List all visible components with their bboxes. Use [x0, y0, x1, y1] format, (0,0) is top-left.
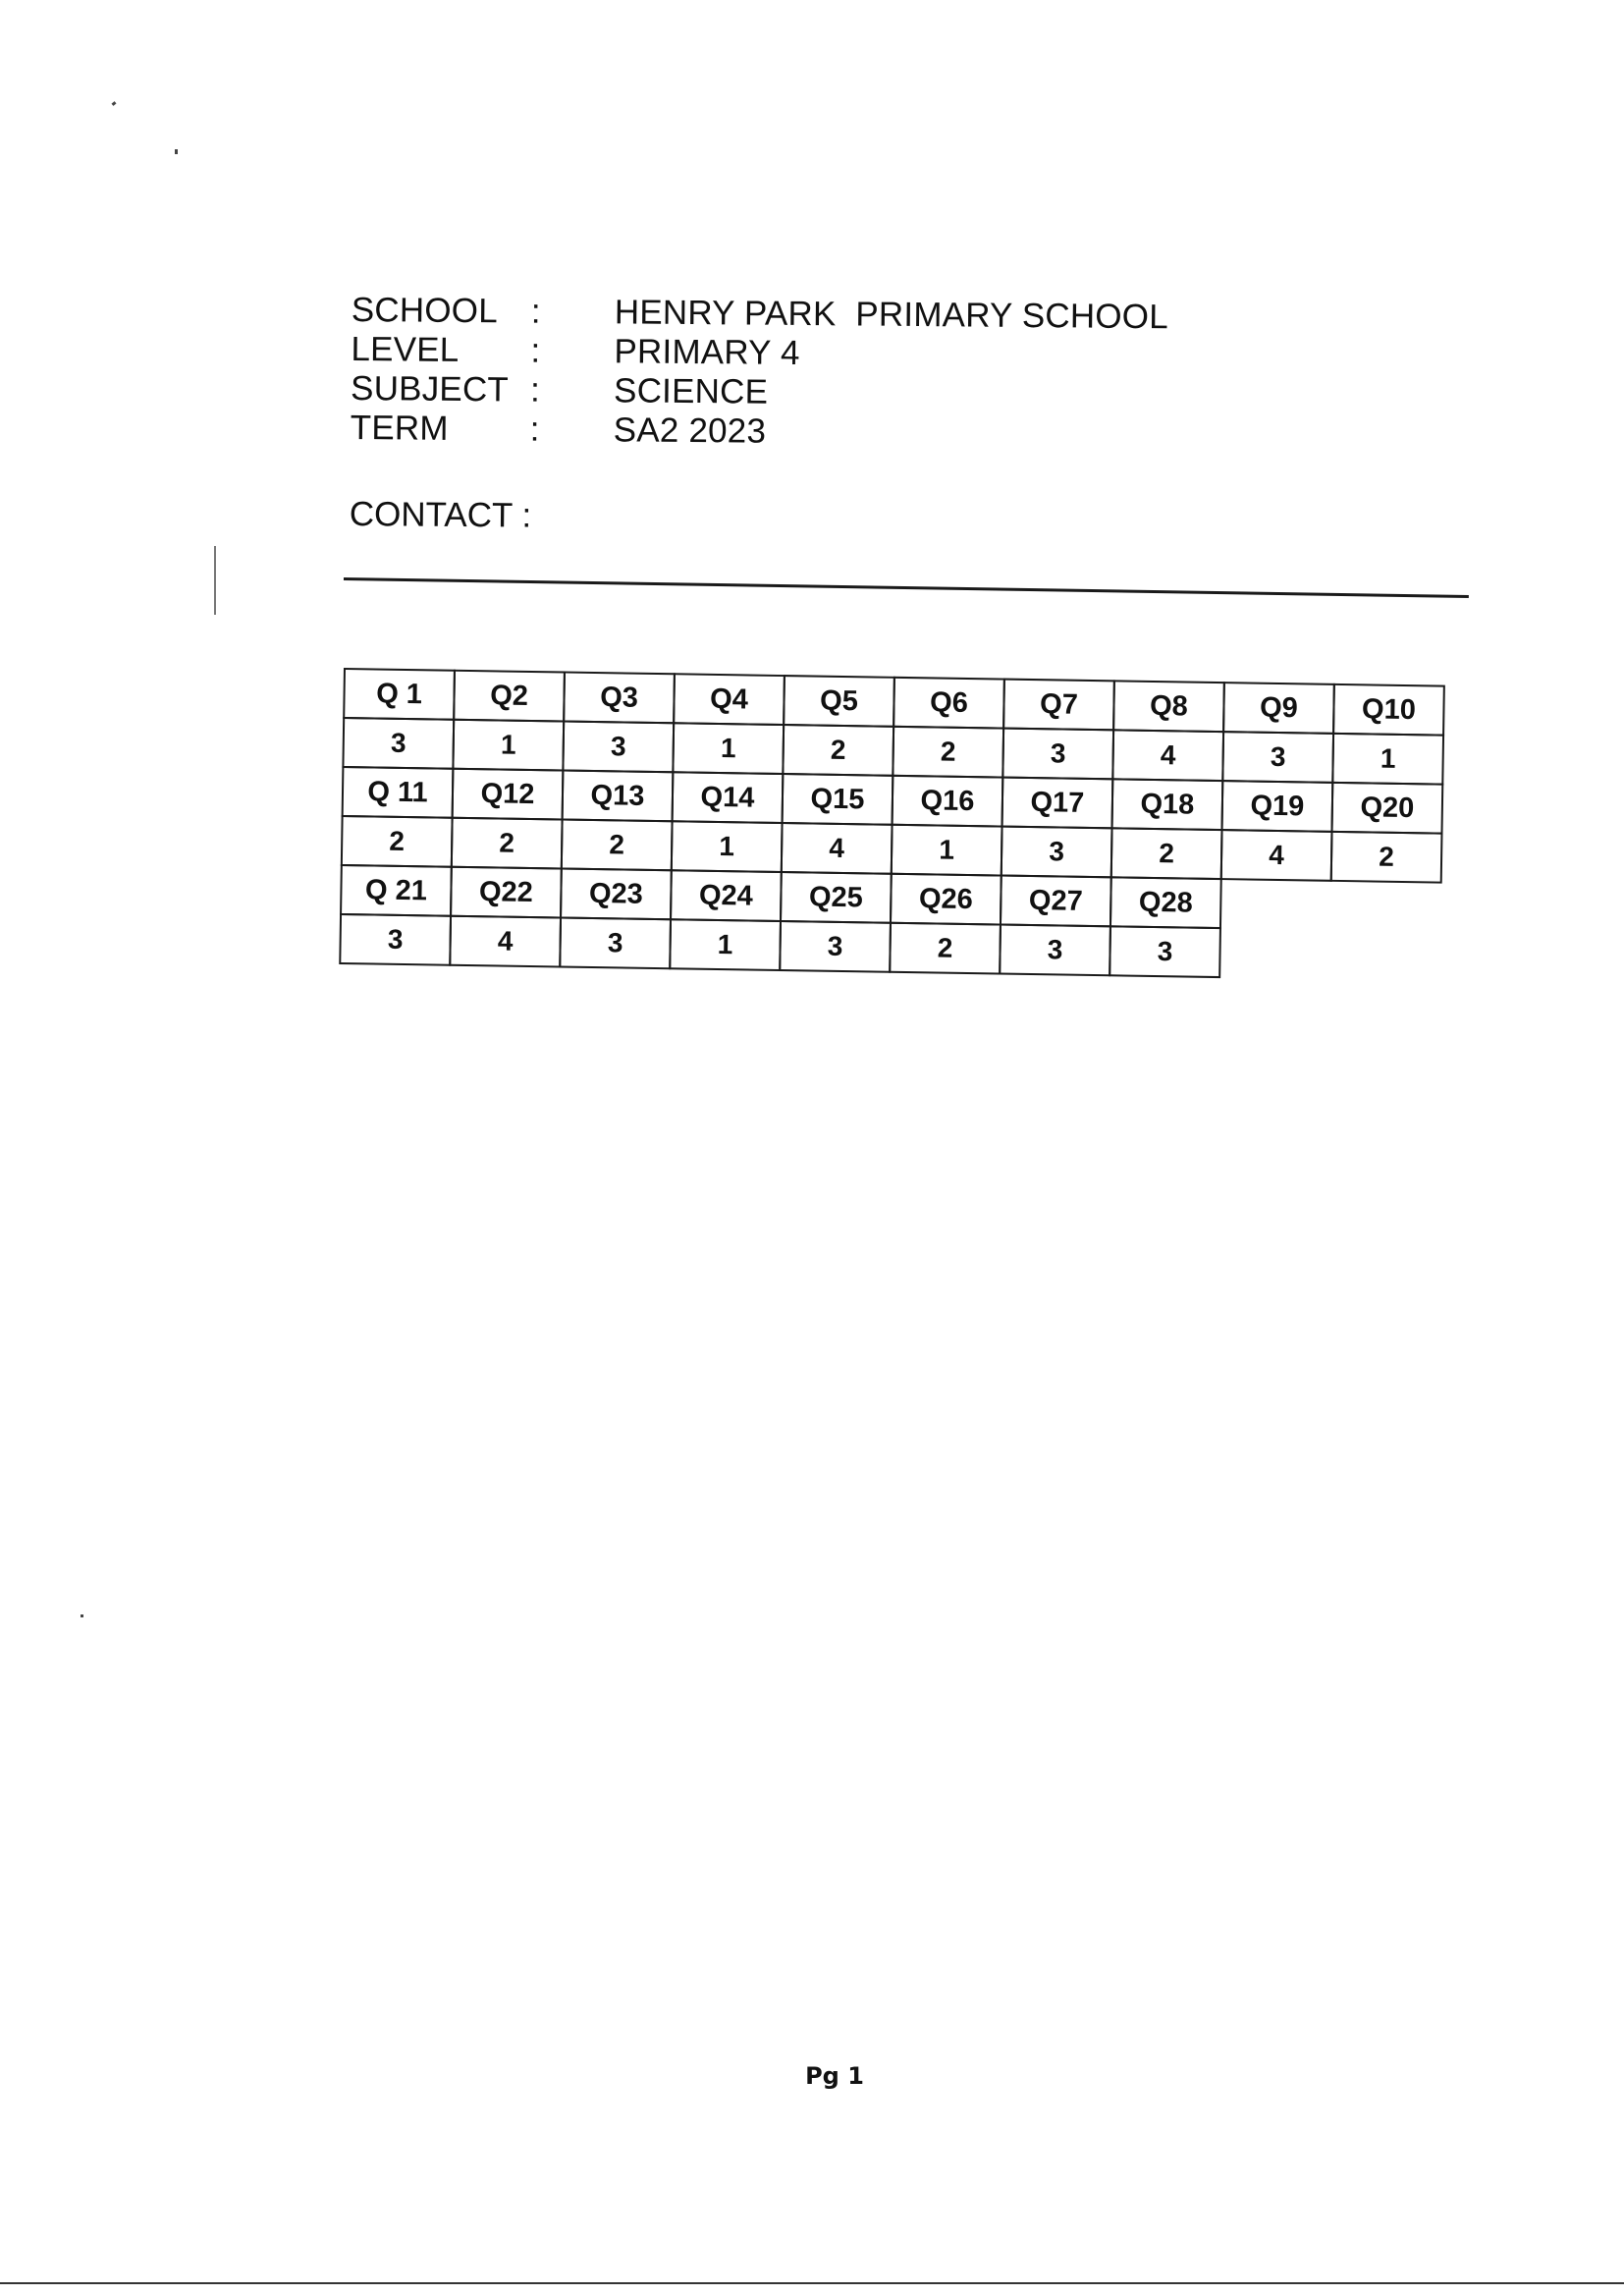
answer-cell: 3 [339, 913, 452, 966]
answer-cell: 1 [671, 820, 784, 873]
answer-cell: 4 [781, 822, 893, 875]
question-cell: Q9 [1222, 682, 1335, 735]
question-cell: Q7 [1002, 679, 1115, 732]
subject-colon: : [529, 370, 541, 410]
subject-value: : SCIENCE [529, 370, 769, 411]
answer-cell: 4 [1111, 729, 1224, 782]
term-label: TERM [350, 408, 449, 448]
question-cell: Q20 [1330, 782, 1443, 835]
answer-cell: 3 [1221, 731, 1334, 784]
school-colon: : [530, 292, 541, 331]
answer-cell: 1 [452, 719, 565, 772]
question-cell: Q16 [892, 775, 1004, 828]
answer-cell: 3 [1001, 728, 1114, 781]
answer-cell: 1 [672, 722, 785, 775]
question-cell: Q24 [670, 869, 783, 922]
answer-cell: 2 [341, 815, 454, 868]
scan-mark [81, 1614, 83, 1617]
question-cell: Q3 [563, 672, 676, 725]
answer-cell: 4 [449, 915, 562, 968]
question-cell: Q14 [672, 771, 785, 824]
answer-cell: 1 [669, 918, 782, 971]
answer-cell: 1 [891, 824, 1003, 877]
answer-cell: 3 [562, 721, 675, 774]
answer-cell: 2 [892, 726, 1004, 779]
page-number: Pg 1 [805, 2062, 864, 2090]
level-label: LEVEL [351, 329, 460, 369]
answer-cell: 3 [559, 916, 672, 969]
scan-mark [112, 101, 117, 106]
question-cell: Q27 [1000, 875, 1112, 928]
level-colon: : [530, 331, 541, 370]
question-cell: Q18 [1111, 778, 1224, 831]
scan-bottom-edge [0, 2282, 1624, 2284]
question-cell: Q12 [452, 768, 565, 821]
answer-cell: 2 [561, 818, 674, 871]
term-colon: : [529, 410, 540, 449]
header-divider [344, 577, 1469, 598]
answer-cell: 2 [1110, 827, 1223, 880]
answer-cell: 2 [1330, 831, 1443, 884]
answer-cell: 2 [451, 817, 564, 870]
question-cell: Q15 [782, 773, 894, 826]
answer-cell: 3 [779, 920, 892, 973]
answer-cell: 2 [889, 922, 1001, 975]
question-cell: Q5 [783, 675, 895, 728]
answer-cell: 3 [999, 924, 1111, 977]
question-cell: Q17 [1001, 777, 1114, 830]
question-cell: Q 11 [342, 766, 455, 819]
answer-cell: 3 [1001, 826, 1113, 879]
question-cell: Q23 [560, 867, 673, 920]
question-cell: Q22 [450, 866, 563, 919]
question-cell: Q26 [890, 873, 1002, 926]
answer-cell: 1 [1331, 733, 1444, 786]
contact-label: CONTACT : [349, 495, 532, 535]
answer-cell: 2 [782, 724, 894, 777]
question-cell: Q6 [893, 677, 1005, 730]
subject-label: SUBJECT [350, 368, 510, 410]
level-value: : PRIMARY 4 [530, 331, 800, 372]
scan-mark [175, 149, 178, 154]
question-cell: Q 21 [340, 864, 453, 917]
school-label: SCHOOL [351, 291, 499, 331]
answer-cell: 4 [1220, 829, 1333, 882]
question-cell: Q 1 [343, 668, 456, 721]
answer-cell: 3 [1109, 925, 1221, 978]
question-cell: Q28 [1110, 876, 1222, 929]
question-cell: Q19 [1221, 780, 1334, 833]
school-value: : HENRY PARK PRIMARY SCHOOL [530, 292, 1169, 337]
answer-cell: 3 [342, 717, 455, 770]
document-header [351, 291, 1168, 455]
scan-mark [214, 546, 216, 615]
question-cell: Q10 [1332, 683, 1445, 737]
question-cell: Q13 [562, 770, 675, 823]
answer-key-table [339, 668, 1443, 980]
question-cell: Q8 [1112, 680, 1225, 733]
question-cell: Q25 [780, 871, 893, 924]
term-value: : SA2 2023 [529, 410, 767, 451]
question-cell: Q4 [673, 673, 785, 726]
header-row-term [351, 409, 1167, 455]
question-cell: Q2 [453, 670, 566, 723]
